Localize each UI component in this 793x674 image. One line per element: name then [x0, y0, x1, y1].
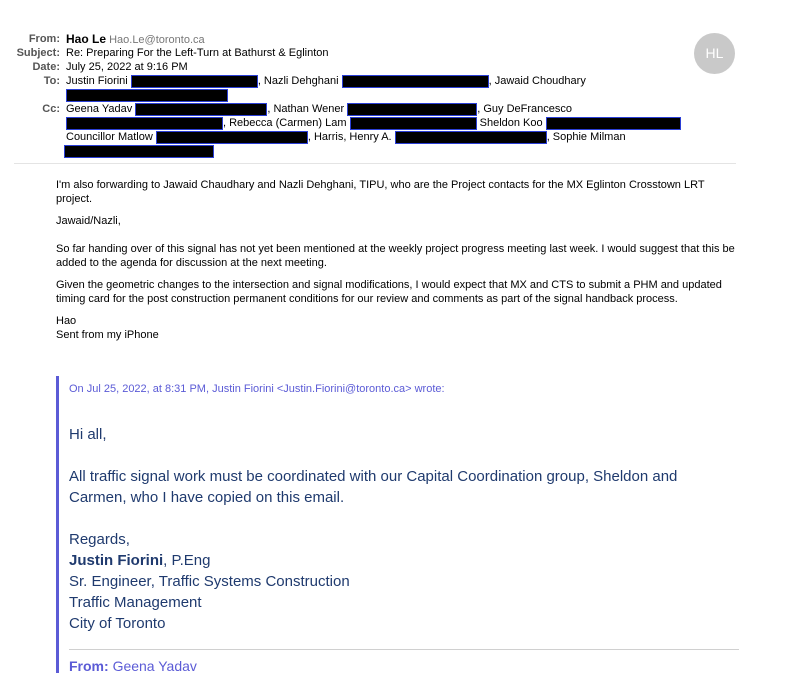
quote-header: On Jul 25, 2022, at 8:31 PM, Justin Fiorini <Justin.Fiorini@toronto.ca> wrote: [69, 383, 445, 395]
cc-rebecca-lam[interactable]: , Rebecca (Carmen) Lam [223, 117, 347, 129]
quote-greeting: Hi all, [69, 426, 107, 443]
quote-body [69, 424, 729, 634]
recipient-jawaid-choudhary[interactable]: , Jawaid Choudhary [488, 75, 586, 87]
recipient-nazli-dehghani[interactable]: , Nazli Dehghani [257, 75, 339, 87]
redacted-email [347, 103, 477, 116]
date: July 25, 2022 at 9:16 PM [66, 61, 188, 73]
redacted-email [156, 131, 308, 144]
recipient-justin-fiorini[interactable]: Justin Fiorini [66, 75, 128, 87]
sender-name: Hao Le [66, 32, 107, 46]
signature-organization: City of Toronto [69, 615, 166, 632]
quote-regards: Regards, [69, 531, 130, 548]
cc-councillor-matlow[interactable]: Councillor Matlow [66, 131, 153, 143]
subject-label: Subject: [16, 47, 60, 59]
message-body [56, 178, 736, 342]
redacted-email [395, 131, 547, 144]
quote-from-name: Geena Yadav [112, 658, 197, 674]
body-paragraph: I'm also forwarding to Jawaid Chaudhary and Nazli Dehghani, TIPU, who are the Project contacts for the MX Eglinton Crosstown LRT project. [56, 179, 705, 205]
redacted-email [131, 75, 258, 88]
signature-name: Hao [56, 315, 77, 327]
signature-department: Traffic Management [69, 594, 202, 611]
cc-row-3 [66, 130, 626, 144]
body-paragraph: Jawaid/Nazli, [56, 215, 121, 227]
signature-name-bold: Justin Fiorini [69, 552, 164, 569]
cc-geena-yadav[interactable]: Geena Yadav [66, 103, 133, 115]
quote-from-label: From: [69, 658, 109, 674]
signature-title: Sr. Engineer, Traffic Systems Construction [69, 573, 350, 590]
redacted-email [342, 75, 489, 88]
cc-sheldon-koo[interactable]: Sheldon Koo [479, 117, 543, 129]
redacted-email [66, 117, 223, 130]
cc-henry-harris[interactable]: , Harris, Henry A. [307, 131, 392, 143]
quote-separator [69, 649, 739, 650]
header-divider [14, 163, 736, 164]
quote-message: All traffic signal work must be coordinated with our Capital Coordination group, Sheldon and Carmen, who I have copied on this email. [69, 468, 678, 506]
to-row-cont [66, 88, 228, 102]
cc-row-2 [66, 116, 681, 130]
subject: Re: Preparing For the Left-Turn at Bathurst & Eglinton [66, 47, 329, 59]
quote-from-row [69, 658, 197, 674]
cc-nathan-wener[interactable]: , Nathan Wener [267, 103, 345, 115]
date-label: Date: [32, 61, 60, 73]
sender-email: Hao.Le@toronto.ca [109, 34, 205, 46]
redacted-email [546, 117, 681, 130]
signature-sent-from: Sent from my iPhone [56, 329, 159, 341]
quote-signature-name [69, 550, 729, 571]
signature-suffix: , P.Eng [163, 552, 211, 569]
quoted-message [56, 376, 739, 673]
cc-label: Cc: [42, 103, 60, 115]
redacted-email [64, 145, 214, 158]
cc-sophie-milman[interactable]: , Sophie Milman [546, 131, 626, 143]
cc-row-4 [64, 144, 214, 158]
sender[interactable] [66, 32, 205, 47]
from-label: From: [28, 33, 60, 45]
cc-guy-defrancesco[interactable]: , Guy DeFrancesco [477, 103, 572, 115]
sender-avatar[interactable]: HL [694, 33, 735, 74]
body-paragraph: Given the geometric changes to the intersection and signal modifications, I would expect that MX and CTS to submit a PHM and updated timing card for the post construction permanent conditions for our review and comments as part of the signal handback process. [56, 279, 722, 305]
redacted-email [350, 117, 477, 130]
to-recipients [66, 74, 586, 88]
cc-recipients-line1 [66, 102, 572, 116]
redacted-email [135, 103, 267, 116]
redacted-email [66, 89, 228, 102]
body-paragraph: So far handing over of this signal has not yet been mentioned at the weekly project progress meeting last week. I would suggest that this be added to the agenda for discussion at the next meeting. [56, 243, 735, 269]
to-label: To: [43, 75, 60, 87]
